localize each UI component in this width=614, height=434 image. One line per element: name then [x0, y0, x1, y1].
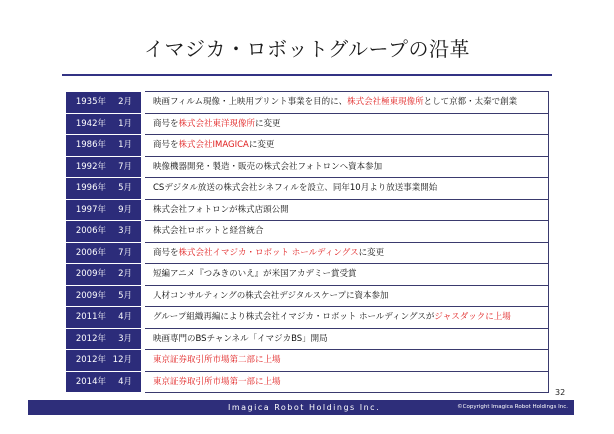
history-date [66, 285, 144, 307]
history-year: 1935年 [75, 97, 106, 107]
history-month: 7月 [118, 247, 132, 258]
history-year: 2009年 [75, 269, 106, 279]
event-text: に変更 [358, 247, 385, 258]
event-text: 商号を [153, 118, 179, 129]
event-text: CSデジタル放送の株式会社シネフィルを設立、同年10月より放送事業開始 [153, 183, 438, 193]
history-event [143, 135, 549, 157]
history-year: 1997年 [75, 204, 106, 215]
event-text: に変更 [248, 140, 275, 150]
history-year: 1986年 [75, 140, 106, 150]
history-row [66, 135, 549, 157]
history-row [66, 92, 549, 114]
event-text: 株式会社フォトロンが株式店頭公開 [153, 204, 289, 215]
history-date [66, 371, 144, 393]
event-text: 映画専門のBSチャンネル「イマジカBS」開局 [153, 333, 328, 344]
title-divider [62, 74, 552, 76]
history-table [65, 91, 549, 393]
history-month: 2月 [118, 269, 132, 279]
history-event [143, 178, 549, 200]
history-row [66, 264, 549, 286]
history-month: 3月 [118, 226, 132, 236]
history-row [66, 156, 549, 178]
footer-brand: Imagica Robot Holdings Inc. [228, 403, 381, 412]
history-date [66, 92, 144, 114]
history-month: 9月 [118, 204, 132, 215]
footer-copyright: ©Copyright Imagica Robot Holdings Inc. [457, 404, 568, 410]
history-date [66, 242, 144, 264]
history-row [66, 113, 549, 135]
history-date [66, 264, 144, 286]
history-event [143, 199, 549, 221]
event-text: 映像機器開発・製造・販売の株式会社フォトロンへ資本参加 [153, 161, 383, 172]
highlighted-text: 株式会社イマジカ・ロボット ホールディングス [178, 247, 359, 258]
history-date [66, 221, 144, 243]
highlighted-text: 株式会社極東現像所 [347, 97, 424, 107]
slide-title: イマジカ・ロボットグループの沿革 [144, 37, 470, 61]
history-date [66, 350, 144, 372]
history-row [66, 199, 549, 221]
history-month: 5月 [118, 183, 132, 193]
history-event [143, 264, 549, 286]
highlighted-text: 東京証券取引所市場第二部に上場 [153, 355, 281, 365]
history-year: 2012年 [75, 333, 106, 344]
event-text: グループ組織再編により株式会社イマジカ・ロボット ホールディングスが [153, 312, 435, 322]
history-row [66, 221, 549, 243]
history-event [143, 328, 549, 350]
history-month: 1月 [118, 118, 132, 129]
history-event [143, 307, 549, 329]
history-date [66, 135, 144, 157]
event-text: に変更 [255, 118, 281, 129]
history-month: 4月 [118, 376, 132, 387]
history-date [66, 307, 144, 329]
highlighted-text: ジャスダックに上場 [434, 312, 511, 322]
history-event [143, 371, 549, 393]
highlighted-text: 東京証券取引所市場第一部に上場 [153, 376, 281, 387]
history-row [66, 178, 549, 200]
history-event [143, 221, 549, 243]
history-month: 5月 [118, 290, 132, 301]
event-text: 人材コンサルティングの株式会社デジタルスケープに資本参加 [153, 290, 389, 301]
history-event [143, 156, 549, 178]
event-text: 商号を [153, 140, 179, 150]
event-text: 短編アニメ『つみきのいえ』が米国アカデミー賞受賞 [153, 269, 357, 279]
page-number: 32 [555, 388, 566, 397]
history-event [143, 113, 549, 135]
history-year: 2014年 [75, 376, 106, 387]
highlighted-text: 株式会社東洋現像所 [178, 118, 256, 129]
history-date [66, 113, 144, 135]
history-date [66, 156, 144, 178]
history-date [66, 328, 144, 350]
event-text: 映画フィルム現像・上映用プリント事業を目的に、 [153, 97, 348, 107]
history-date [66, 199, 144, 221]
history-month: 1月 [118, 140, 132, 150]
event-text: 株式会社ロボットと経営統合 [153, 226, 264, 236]
history-year: 2011年 [75, 312, 106, 322]
history-row [66, 328, 549, 350]
history-year: 1992年 [75, 161, 106, 172]
history-event [143, 242, 549, 264]
history-event [143, 285, 549, 307]
history-date [66, 178, 144, 200]
history-row [66, 371, 549, 393]
history-month: 12月 [112, 355, 132, 365]
history-row [66, 307, 549, 329]
history-year: 2006年 [75, 247, 106, 258]
history-month: 3月 [118, 333, 132, 344]
history-year: 2012年 [75, 355, 106, 365]
history-event [143, 92, 549, 114]
event-text: として京都・太秦で創業 [423, 97, 518, 107]
history-month: 2月 [118, 97, 132, 107]
history-year: 1942年 [75, 118, 106, 129]
history-row [66, 350, 549, 372]
history-month: 7月 [118, 161, 132, 172]
history-month: 4月 [118, 312, 132, 322]
history-row [66, 285, 549, 307]
footer-bar [28, 400, 574, 415]
history-row [66, 242, 549, 264]
history-year: 1996年 [75, 183, 106, 193]
history-event [143, 350, 549, 372]
highlighted-text: 株式会社IMAGICA [178, 140, 249, 150]
history-year: 2009年 [75, 290, 106, 301]
history-year: 2006年 [75, 226, 106, 236]
history-table-body [66, 92, 549, 393]
event-text: 商号を [153, 247, 179, 258]
